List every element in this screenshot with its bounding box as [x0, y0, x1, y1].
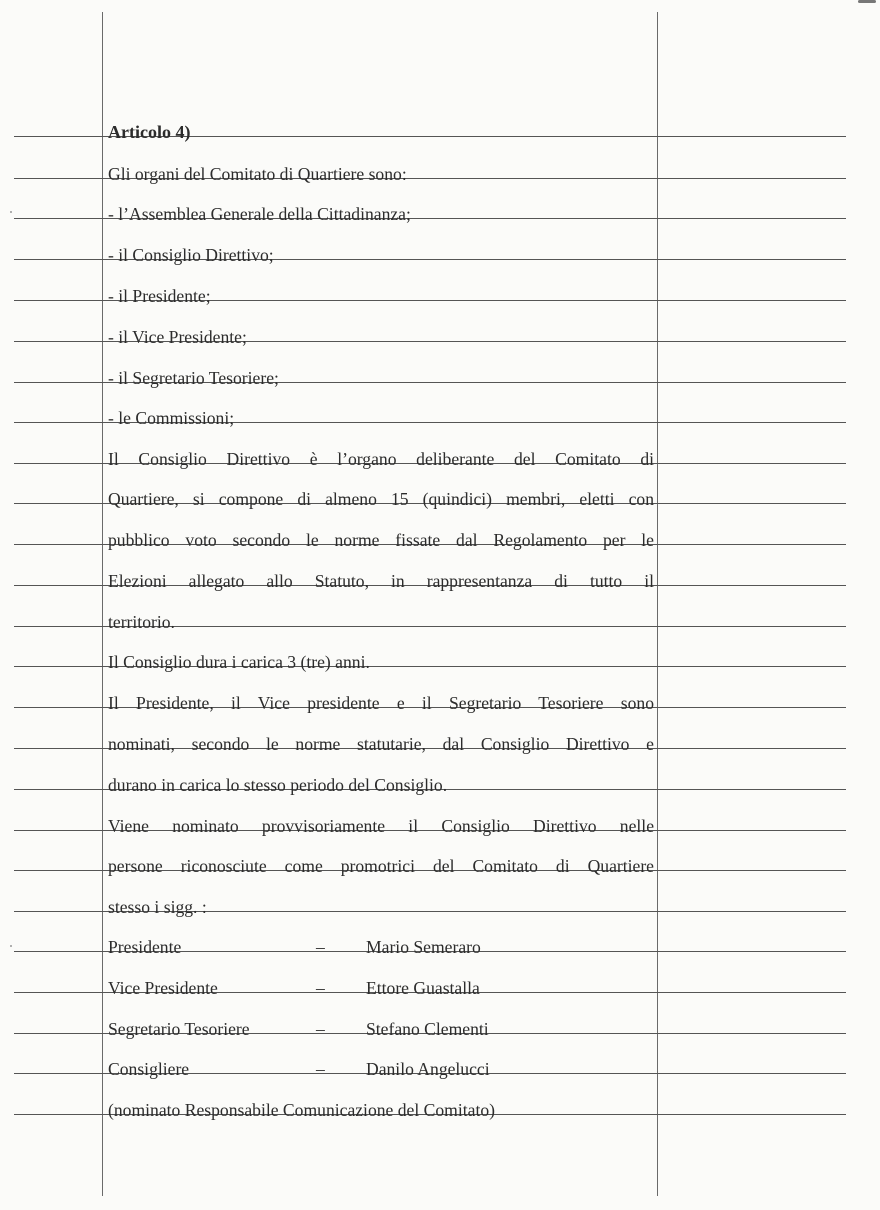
left-margin-line [102, 12, 103, 1196]
member-name: Mario Semeraro [366, 937, 481, 957]
text-line: territorio. [108, 612, 175, 632]
member-dash: – [316, 978, 325, 998]
text-line: Viene nominato provvisoriamente il Consiglio Direttivo nelle [108, 816, 654, 836]
text-line: stesso i sigg. : [108, 897, 207, 917]
member-row [108, 931, 654, 963]
member-name: Stefano Clementi [366, 1019, 489, 1039]
text-line: persone riconosciute come promotrici del Comitato di Quartiere [108, 856, 654, 876]
text-line: Quartiere, si compone di almeno 15 (quindici) membri, eletti con [108, 489, 654, 509]
scan-speck [10, 211, 12, 213]
text-line: Elezioni allegato allo Statuto, in rappresentanza di tutto il [108, 571, 654, 591]
list-item: - l’Assemblea Generale della Cittadinanza; [108, 204, 411, 224]
text-line: Il Consiglio dura i carica 3 (tre) anni. [108, 652, 370, 672]
right-margin-line [657, 12, 658, 1196]
corner-mark [858, 0, 876, 3]
member-role: Segretario Tesoriere [108, 1019, 250, 1039]
member-row [108, 1053, 654, 1085]
member-dash: – [316, 937, 325, 957]
member-role: Presidente [108, 937, 182, 957]
text-line: Gli organi del Comitato di Quartiere sono: [108, 164, 407, 184]
member-dash: – [316, 1059, 325, 1079]
list-item: - il Vice Presidente; [108, 327, 247, 347]
member-role: Vice Presidente [108, 978, 218, 998]
member-dash: – [316, 1019, 325, 1039]
article-heading: Articolo 4) [108, 122, 191, 142]
text-line: pubblico voto secondo le norme fissate dal Regolamento per le [108, 530, 654, 550]
text-line: Il Consiglio Direttivo è l’organo deliberante del Comitato di [108, 449, 654, 469]
member-role: Consigliere [108, 1059, 190, 1079]
text-line: nominati, secondo le norme statutarie, dal Consiglio Direttivo e [108, 734, 654, 754]
member-row [108, 972, 654, 1004]
list-item: - il Segretario Tesoriere; [108, 368, 279, 388]
scan-speck [10, 945, 12, 947]
text-line: Il Presidente, il Vice presidente e il Segretario Tesoriere sono [108, 693, 654, 713]
list-item: - le Commissioni; [108, 408, 235, 428]
list-item: - il Presidente; [108, 286, 211, 306]
member-row [108, 1013, 654, 1045]
member-name: Danilo Angelucci [366, 1059, 490, 1079]
member-note: (nominato Responsabile Comunicazione del Comitato) [108, 1100, 495, 1120]
member-name: Ettore Guastalla [366, 978, 480, 998]
text-line: durano in carica lo stesso periodo del Consiglio. [108, 775, 448, 795]
list-item: - il Consiglio Direttivo; [108, 245, 274, 265]
